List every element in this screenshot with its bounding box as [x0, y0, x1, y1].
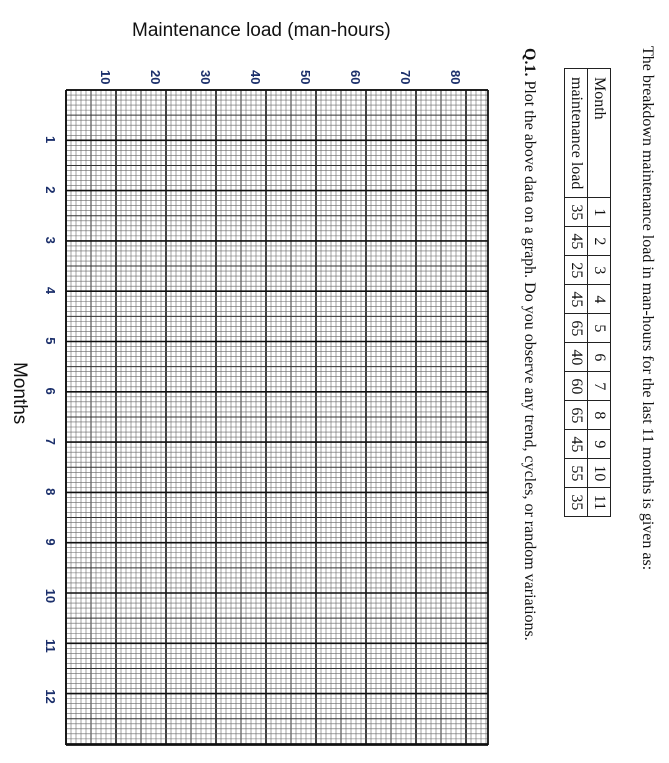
month-cell: 8 [588, 401, 611, 430]
month-tick-label: 6 [43, 387, 58, 395]
load-cell: 25 [565, 256, 588, 285]
chart-title: Maintenance load (man-hours) [132, 20, 391, 41]
load-cell: 65 [565, 314, 588, 343]
row-label-month: Month [588, 69, 611, 198]
month-tick-label: 10 [43, 588, 58, 604]
load-tick-label: 60 [348, 70, 363, 85]
month-cell: 11 [588, 488, 611, 517]
month-tick-label: 9 [43, 538, 58, 546]
month-tick-label: 5 [43, 337, 58, 345]
load-cell: 55 [565, 459, 588, 488]
month-cell: 1 [588, 198, 611, 227]
load-tick-label: 50 [298, 70, 313, 85]
load-cell: 35 [565, 488, 588, 517]
month-tick-label: 1 [43, 136, 58, 144]
month-cell: 3 [588, 256, 611, 285]
load-cell: 65 [565, 401, 588, 430]
load-cell: 45 [565, 227, 588, 256]
question-label: Q.1. [521, 48, 538, 77]
grid-lines [66, 90, 488, 745]
month-cell: 7 [588, 372, 611, 401]
load-tick-label: 70 [398, 70, 413, 85]
month-cell: 9 [588, 430, 611, 459]
load-cell: 45 [565, 430, 588, 459]
month-tick-label: 4 [43, 286, 58, 295]
load-cell: 40 [565, 343, 588, 372]
intro-text: The breakdown maintenance load in man-hours for the last 11 months is given as: [639, 46, 656, 571]
month-tick-labels [43, 136, 58, 704]
load-tick-label: 30 [198, 70, 213, 85]
question-body: Plot the above data on a graph. Do you observe any trend, cycles, or random variations. [521, 80, 538, 641]
month-cell: 10 [588, 459, 611, 488]
load-tick-label: 40 [248, 70, 263, 85]
month-tick-label: 3 [43, 236, 58, 244]
load-cell: 45 [565, 285, 588, 314]
row-label-load: maintenance load [565, 69, 588, 198]
load-cell: 60 [565, 372, 588, 401]
month-tick-label: 7 [43, 437, 58, 446]
load-tick-label: 80 [448, 70, 463, 85]
load-tick-label: 10 [98, 70, 113, 85]
month-cell: 4 [588, 285, 611, 314]
month-tick-label: 8 [43, 488, 58, 496]
months-axis-title: Months [9, 362, 30, 425]
month-cell: 6 [588, 343, 611, 372]
month-cell: 5 [588, 314, 611, 343]
month-tick-label: 2 [43, 186, 58, 194]
month-cell: 2 [588, 227, 611, 256]
month-tick-label: 12 [43, 689, 58, 704]
load-cell: 35 [565, 198, 588, 227]
month-tick-label: 11 [43, 639, 58, 653]
load-tick-label: 20 [148, 70, 163, 85]
load-tick-labels [98, 70, 463, 84]
